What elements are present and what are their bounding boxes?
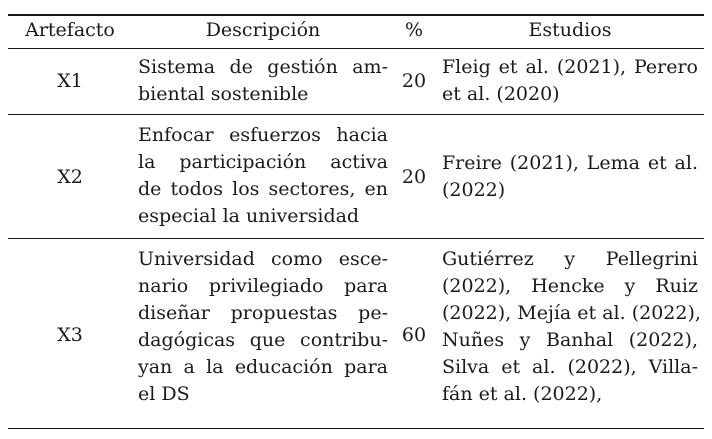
desc-line: biental sostenible bbox=[138, 83, 309, 105]
stud-line: (2022), Hencke y Ruiz bbox=[442, 275, 698, 297]
row-x1-artefacto: X1 bbox=[57, 70, 83, 92]
desc-line: la participación activa bbox=[138, 151, 388, 173]
header-descripcion: Descripción bbox=[205, 19, 321, 41]
row-x1-percent: 20 bbox=[401, 70, 427, 92]
row-x2-estudios bbox=[442, 150, 698, 204]
desc-line: Sistema de gestión am- bbox=[138, 56, 388, 78]
stud-line: (2022) bbox=[442, 179, 506, 201]
bottom-rule bbox=[8, 428, 704, 429]
stud-line: Silva et al. (2022), Villa- bbox=[442, 356, 698, 378]
row-x2-descripcion bbox=[138, 122, 388, 230]
desc-line: nario privilegiado para bbox=[138, 275, 388, 297]
row-x1-estudios bbox=[442, 54, 698, 108]
row-x1-descripcion bbox=[138, 54, 388, 108]
desc-line: Universidad como esce- bbox=[138, 248, 388, 270]
stud-line: fán et al. (2022), bbox=[442, 383, 603, 405]
desc-line: especial la universidad bbox=[138, 205, 360, 227]
row-x3-estudios bbox=[442, 246, 701, 408]
row-x3-percent: 60 bbox=[401, 324, 427, 346]
desc-line: de todos los sectores, en bbox=[138, 178, 388, 200]
desc-line: yan a la educación para bbox=[138, 356, 388, 378]
stud-line: Gutiérrez y Pellegrini bbox=[442, 248, 698, 270]
stud-line: Freire (2021), Lema et al. bbox=[442, 152, 698, 174]
row-x3-descripcion bbox=[138, 246, 388, 408]
header-rule bbox=[8, 48, 704, 49]
header-estudios: Estudios bbox=[528, 19, 612, 41]
row-rule bbox=[8, 114, 704, 115]
row-rule bbox=[8, 238, 704, 239]
stud-line: (2022), Mejía et al. (2022), bbox=[442, 302, 701, 324]
desc-line: el DS bbox=[138, 383, 190, 405]
stud-line: Nuñes y Banhal (2022), bbox=[442, 329, 698, 351]
desc-line: dagógicas que contribu- bbox=[138, 329, 388, 351]
top-rule bbox=[8, 14, 704, 16]
desc-line: diseñar propuestas pe- bbox=[138, 302, 388, 324]
row-x2-artefacto: X2 bbox=[57, 166, 83, 188]
desc-line: Enfocar esfuerzos hacia bbox=[138, 124, 388, 146]
stud-line: Fleig et al. (2021), Perero bbox=[442, 56, 698, 78]
header-percent: % bbox=[404, 19, 424, 41]
row-x2-percent: 20 bbox=[401, 166, 427, 188]
stud-line: et al. (2020) bbox=[442, 83, 560, 105]
header-artefacto: Artefacto bbox=[25, 19, 115, 41]
row-x3-artefacto: X3 bbox=[57, 324, 83, 346]
